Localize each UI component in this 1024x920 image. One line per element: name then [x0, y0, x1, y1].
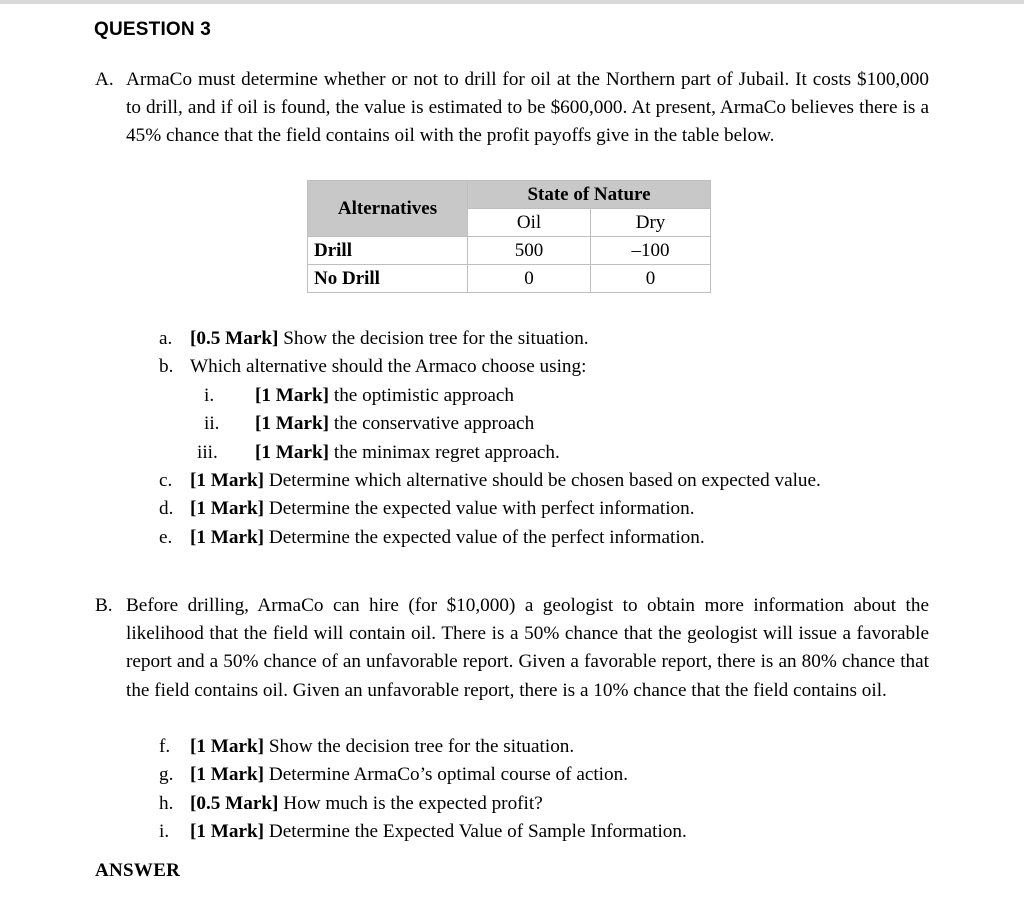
- item-label: d.: [159, 498, 174, 520]
- item-text: Which alternative should the Armaco choose using:: [190, 356, 587, 378]
- list-item: [159, 467, 919, 495]
- mark-value: [1 Mark]: [255, 413, 330, 435]
- item-label: g.: [159, 764, 174, 786]
- mark-value: [1 Mark]: [255, 441, 330, 463]
- mark-value: [1 Mark]: [190, 821, 265, 843]
- item-text: the optimistic approach: [329, 384, 514, 406]
- state-of-nature-header: State of Nature: [468, 181, 711, 209]
- item-text: Determine ArmaCo’s optimal course of action.: [264, 764, 628, 786]
- list-item: [159, 524, 919, 552]
- item-label: h.: [159, 792, 174, 814]
- part-a-label: A.: [95, 69, 114, 90]
- part-a-text: ArmaCo must determine whether or not to drill for oil at the Northern part of Jubail. It costs $100,000 to drill, and if oil is found, the value is estimated to be $600,000. At present, ArmaCo believes there is a 45% chance that the field contains oil with the profit payoffs give in the table below.: [126, 69, 929, 147]
- item-label: c.: [159, 469, 173, 491]
- item-label: a.: [159, 328, 173, 349]
- mark-value: [1 Mark]: [190, 469, 265, 491]
- part-b: [95, 592, 929, 705]
- item-text: Show the decision tree for the situation.: [278, 328, 589, 349]
- list-item: [159, 761, 919, 789]
- table-row: [308, 265, 711, 293]
- item-text: Determine the Expected Value of Sample Information.: [264, 821, 687, 843]
- top-divider: [0, 0, 1024, 4]
- mark-value: [1 Mark]: [190, 526, 265, 548]
- question-title: QUESTION 3: [94, 19, 212, 40]
- item-label: e.: [159, 526, 173, 548]
- item-label: ii.: [204, 413, 220, 435]
- mark-value: [1 Mark]: [190, 736, 265, 757]
- item-text: How much is the expected profit?: [278, 792, 543, 814]
- part-a: [95, 66, 929, 151]
- item-text: the minimax regret approach.: [329, 441, 560, 463]
- part-b-questions: [159, 733, 919, 847]
- item-label: b.: [159, 356, 174, 378]
- answer-heading: ANSWER: [95, 860, 181, 881]
- row-label-drill: Drill: [308, 237, 468, 265]
- part-b-label: B.: [95, 595, 113, 616]
- list-item: [159, 439, 919, 467]
- dry-column-header: Dry: [591, 209, 711, 237]
- mark-value: [1 Mark]: [190, 764, 265, 786]
- item-text: Determine the expected value with perfect information.: [264, 498, 695, 520]
- list-item: [159, 495, 919, 523]
- list-item: [159, 790, 919, 818]
- table-row: [308, 237, 711, 265]
- mark-value: [1 Mark]: [190, 498, 265, 520]
- item-text: Show the decision tree for the situation.: [264, 736, 575, 757]
- list-item: [159, 382, 919, 410]
- cell-drill-dry: –100: [591, 237, 711, 265]
- item-label: iii.: [197, 441, 218, 463]
- list-item: [159, 733, 919, 761]
- list-item: [159, 410, 919, 438]
- mark-value: [0.5 Mark]: [190, 328, 279, 349]
- part-a-questions: [159, 325, 919, 552]
- item-label: i.: [159, 821, 170, 843]
- list-item: [159, 353, 919, 381]
- list-item: [159, 325, 919, 353]
- oil-column-header: Oil: [468, 209, 591, 237]
- cell-drill-oil: 500: [468, 237, 591, 265]
- item-text: the conservative approach: [329, 413, 535, 435]
- item-label: i.: [204, 384, 215, 406]
- part-b-text: Before drilling, ArmaCo can hire (for $10,000) a geologist to obtain more information about the likelihood that the field will contain oil. There is a 50% chance that the geologist will issue a favorable report and a 50% chance of an unfavorable report. Given a favorable report, there is an 80% chance that the field contains oil. Given an unfavorable report, there is a 10% chance that the field contains oil.: [126, 595, 929, 701]
- item-text: Determine the expected value of the perfect information.: [264, 526, 705, 548]
- cell-nodrill-dry: 0: [591, 265, 711, 293]
- cell-nodrill-oil: 0: [468, 265, 591, 293]
- item-label: f.: [159, 736, 171, 757]
- payoff-table: [307, 180, 711, 293]
- item-text: Determine which alternative should be chosen based on expected value.: [264, 469, 821, 491]
- list-item: [159, 818, 919, 846]
- mark-value: [1 Mark]: [255, 384, 330, 406]
- row-label-no-drill: No Drill: [308, 265, 468, 293]
- alternatives-header: Alternatives: [308, 181, 468, 237]
- mark-value: [0.5 Mark]: [190, 792, 279, 814]
